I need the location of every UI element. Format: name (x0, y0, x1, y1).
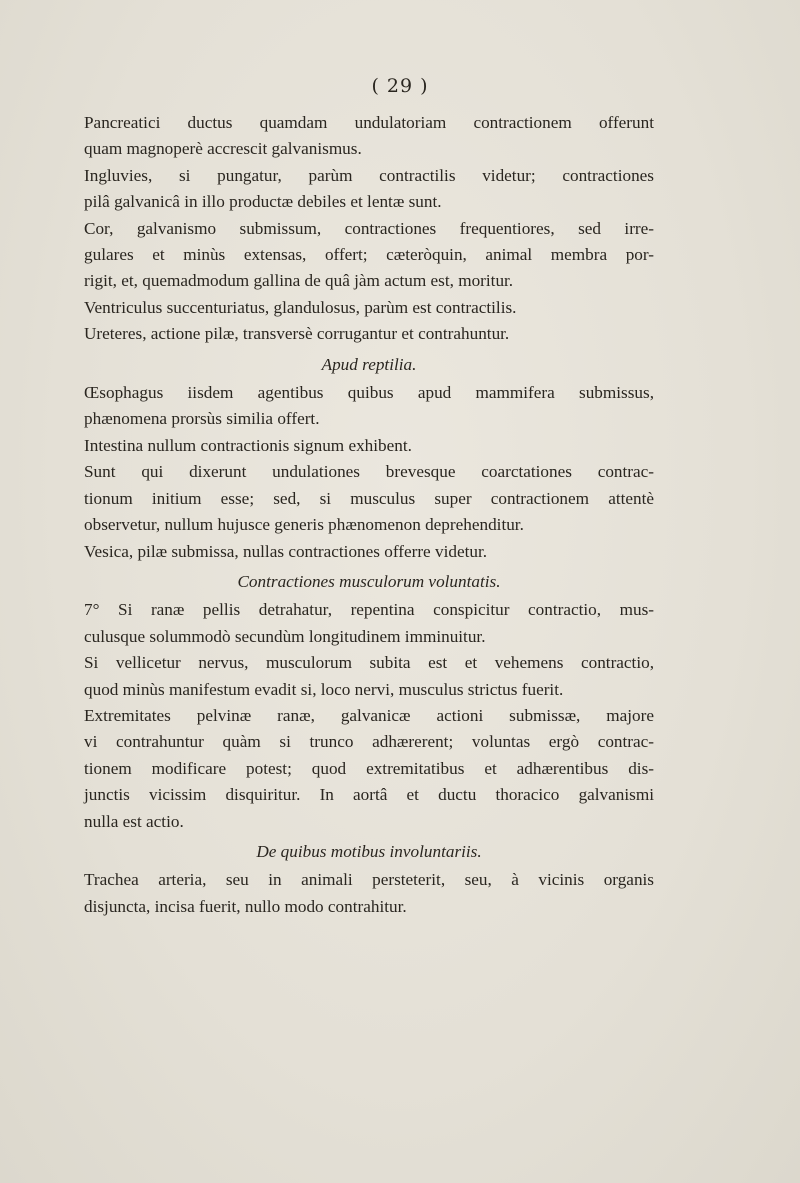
section-heading: De quibus motibus involuntariis. (256, 841, 482, 861)
paragraph (84, 295, 654, 321)
text-line: Ureteres, actione pilæ, transversè corrugantur et contrahuntur. (84, 324, 510, 344)
paragraph (84, 539, 654, 565)
text-line: tionum initium esse; sed, si musculus super contractionem attentè (84, 488, 654, 508)
text-line: culusque solummodò secundùm longitudinem imminuitur. (84, 626, 486, 646)
text-line: rigit, et, quemadmodum gallina de quâ jàm actum est, moritur. (84, 271, 514, 291)
paragraph (84, 216, 654, 295)
text-line: nulla est actio. (84, 811, 184, 831)
paragraph (84, 597, 654, 650)
text-line: Cor, galvanismo submissum, contractiones frequentiores, sed irre- (84, 218, 654, 238)
text-line: quod minùs manifestum evadit si, loco nervi, musculus strictus fuerit. (84, 679, 564, 699)
paragraph (84, 703, 654, 835)
body-text (84, 110, 654, 920)
text-line: disjuncta, incisa fuerit, nullo modo contrahitur. (84, 896, 407, 916)
text-line: observetur, nullum hujusce generis phænomenon deprehenditur. (84, 515, 524, 535)
paragraph (84, 163, 654, 216)
text-line: junctis vicissim disquiritur. In aortâ et ductu thoracico galvanismi (84, 785, 654, 805)
paragraph (84, 459, 654, 538)
paragraph (84, 867, 654, 920)
section-heading: Apud reptilia. (321, 354, 417, 374)
paragraph (84, 433, 654, 459)
text-line: tionem modificare potest; quod extremitatibus et adhærentibus dis- (84, 758, 654, 778)
text-line: quam magnoperè accrescit galvanismus. (84, 139, 362, 159)
text-line: Extremitates pelvinæ ranæ, galvanicæ actioni submissæ, majore (84, 705, 654, 725)
text-line: Ventriculus succenturiatus, glandulosus, parùm est contractilis. (84, 297, 517, 317)
text-line: Vesica, pilæ submissa, nullas contractiones offerre videtur. (84, 541, 488, 561)
paragraph (84, 110, 654, 163)
text-line: 7° Si ranæ pellis detrahatur, repentina conspicitur contractio, mus- (84, 600, 654, 620)
text-line: Ingluvies, si pungatur, parùm contractilis videtur; contractiones (84, 165, 654, 185)
text-line: Œsophagus iisdem agentibus quibus apud mammifera submissus, (84, 383, 654, 403)
text-line: Trachea arteria, seu in animali persteterit, seu, à vicinis organis (84, 870, 654, 890)
paragraph (84, 321, 654, 347)
text-line: Pancreatici ductus quamdam undulatoriam contractionem offerunt (84, 113, 654, 132)
text-line: Intestina nullum contractionis signum exhibent. (84, 435, 412, 455)
paragraph (84, 650, 654, 703)
text-line: phænomena prorsùs similia offert. (84, 409, 320, 429)
text-line: Sunt qui dixerunt undulationes brevesque coarctationes contrac- (84, 462, 654, 482)
section-heading: Contractiones musculorum voluntatis. (237, 571, 501, 591)
text-line: gulares et minùs extensas, offert; cæteròquin, animal membra por- (84, 245, 654, 265)
page-number: ( 29 ) (371, 75, 429, 97)
text-line: vi contrahuntur quàm si trunco adhærerent; voluntas ergò contrac- (84, 732, 654, 752)
text-line: Si vellicetur nervus, musculorum subita est et vehemens contractio, (84, 653, 654, 673)
paragraph (84, 380, 654, 433)
text-line: pilâ galvanicâ in illo productæ debiles et lentæ sunt. (84, 192, 442, 212)
